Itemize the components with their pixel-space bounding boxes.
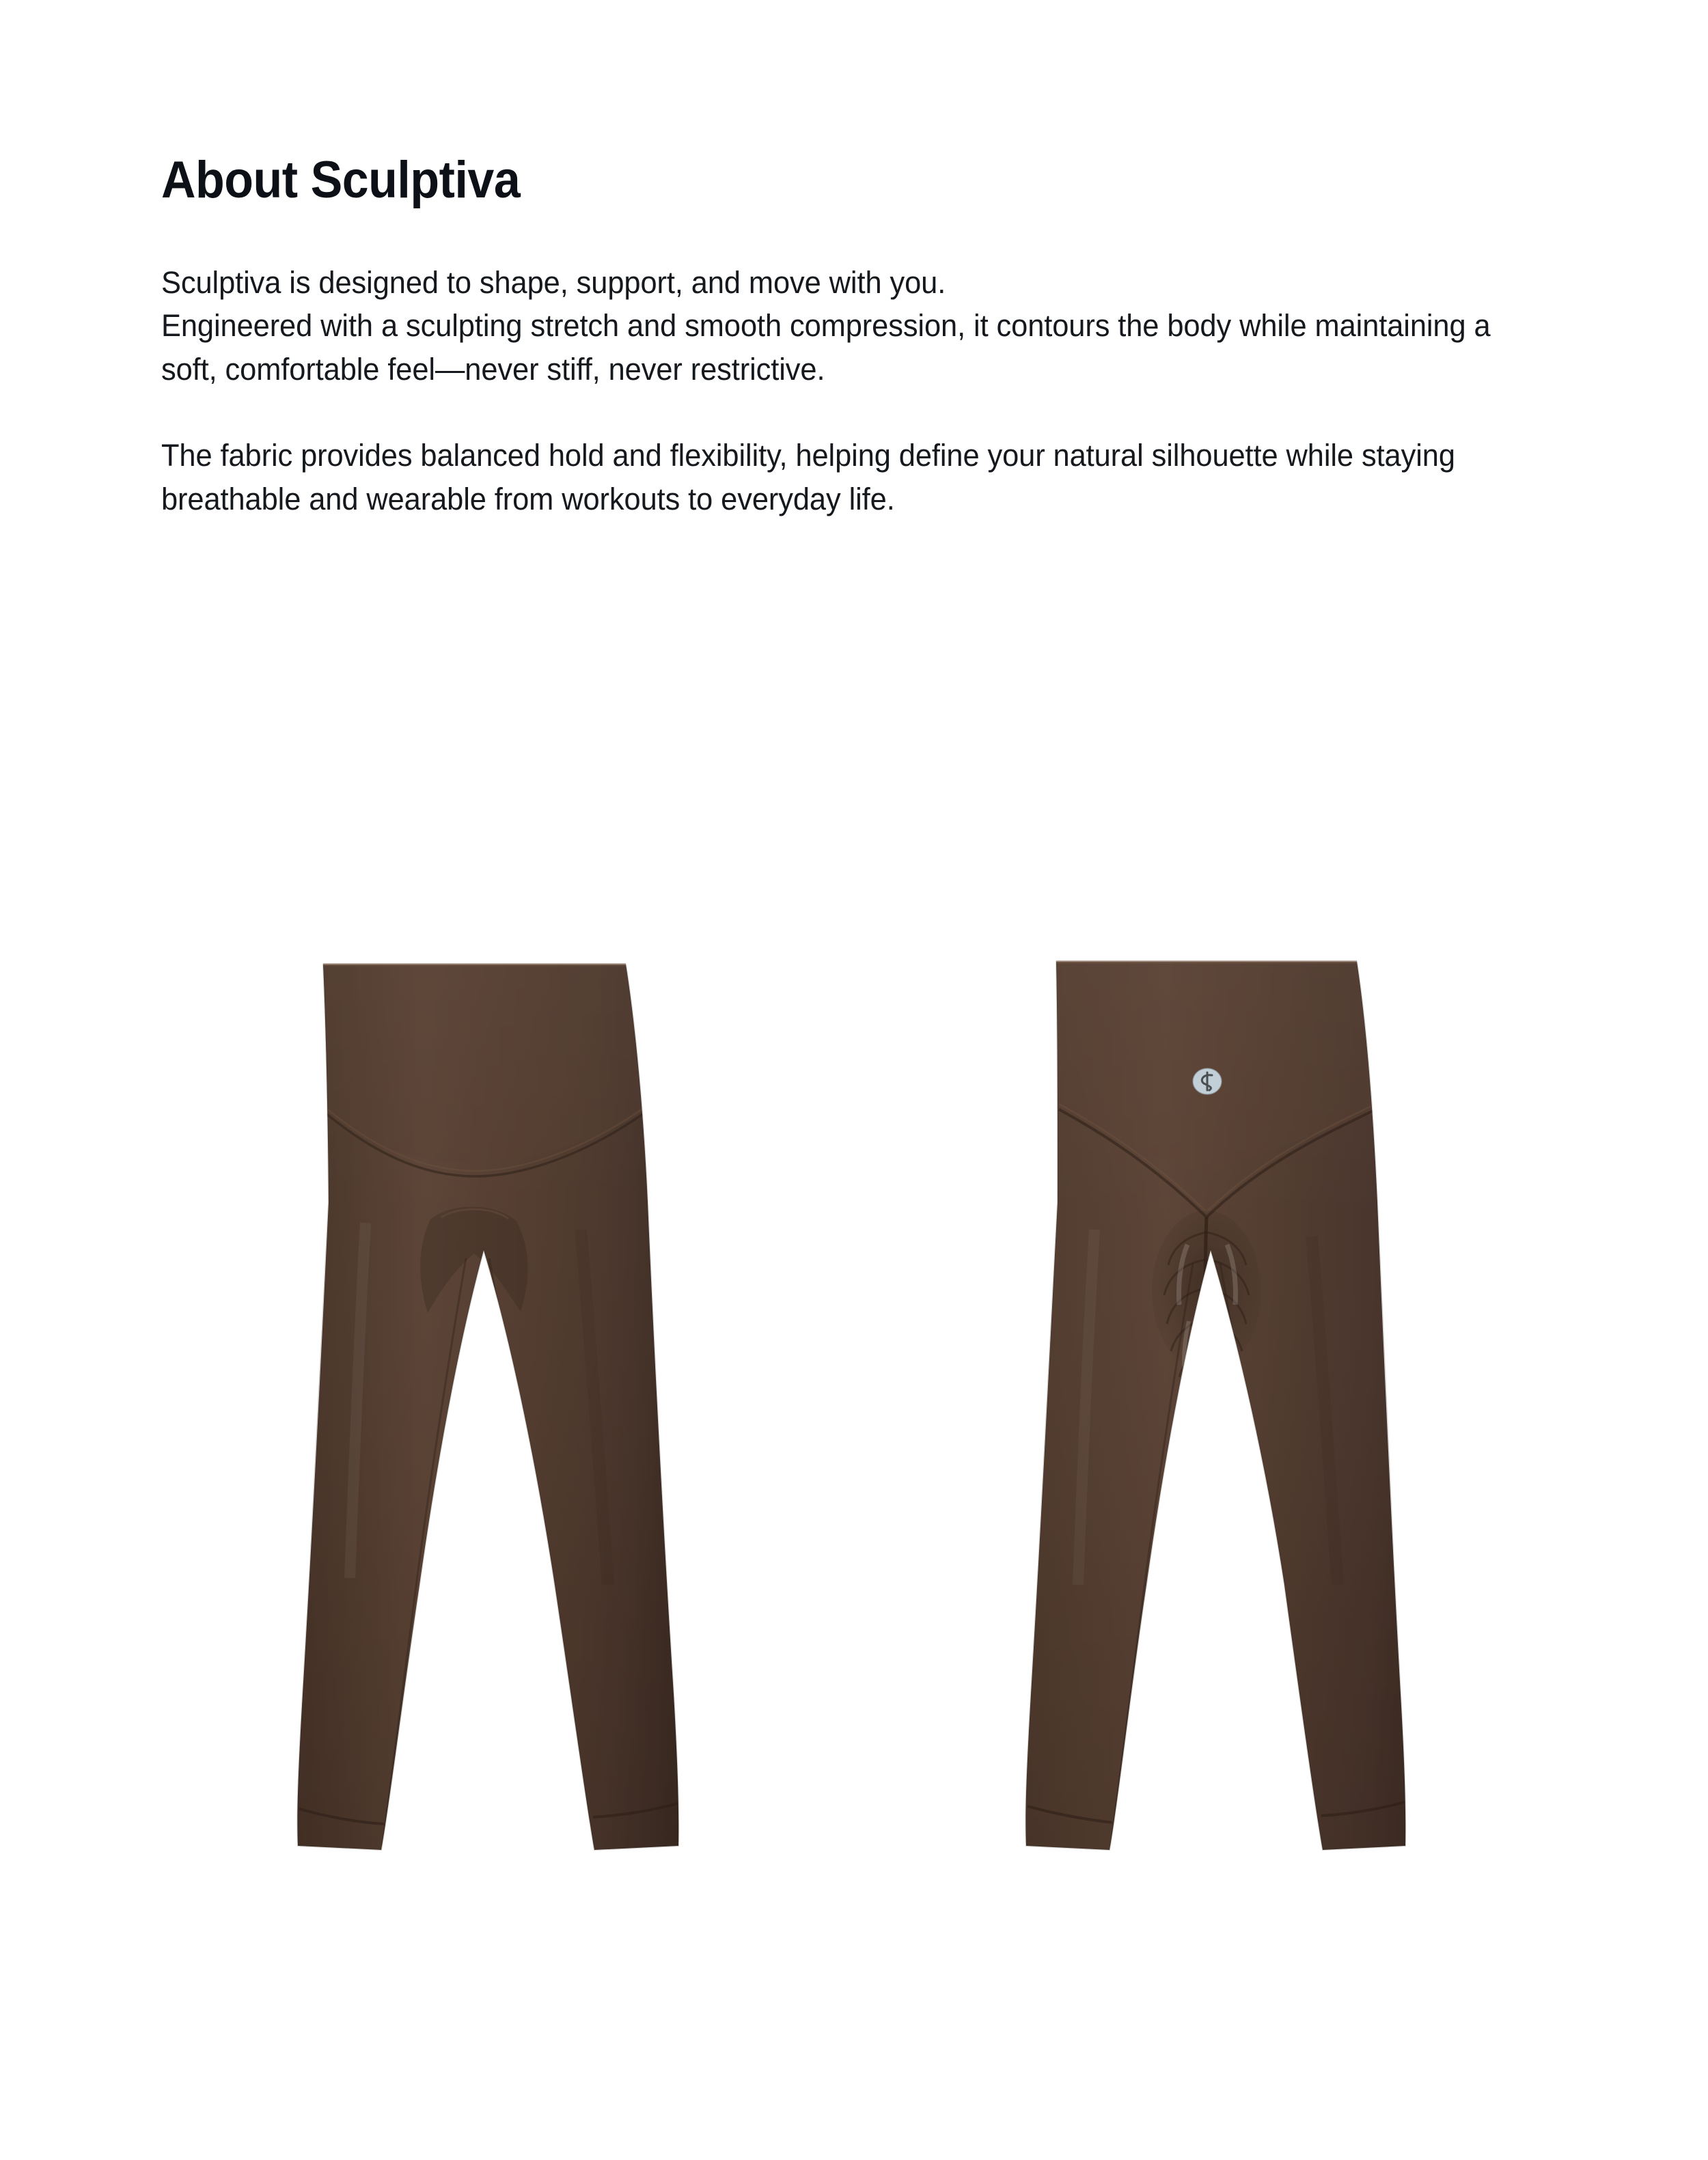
product-gallery bbox=[0, 909, 1708, 1920]
leggings-front-illustration bbox=[225, 909, 704, 1892]
product-image-front[interactable] bbox=[225, 909, 704, 1892]
logo-badge bbox=[1193, 1068, 1222, 1094]
garment-body bbox=[950, 909, 1428, 1892]
garment-body bbox=[225, 909, 704, 1892]
about-paragraph-2: The fabric provides balanced hold and flexibility, helping define your natural silhouette while staying breathable and wearable from workouts to everyday life. bbox=[161, 438, 1455, 517]
page-title: About Sculptiva bbox=[161, 151, 521, 209]
waistband-panel bbox=[323, 965, 642, 1163]
about-section bbox=[161, 152, 1541, 521]
about-paragraph-1: Sculptiva is designed to shape, support, and move with you. Engineered with a sculpting stretch and smooth compression, it contours the body while maintaining a soft, comfortable feel—never stiff, never restrictive. bbox=[161, 264, 1491, 387]
product-image-back[interactable] bbox=[950, 909, 1428, 1892]
leggings-back-illustration bbox=[950, 909, 1428, 1892]
